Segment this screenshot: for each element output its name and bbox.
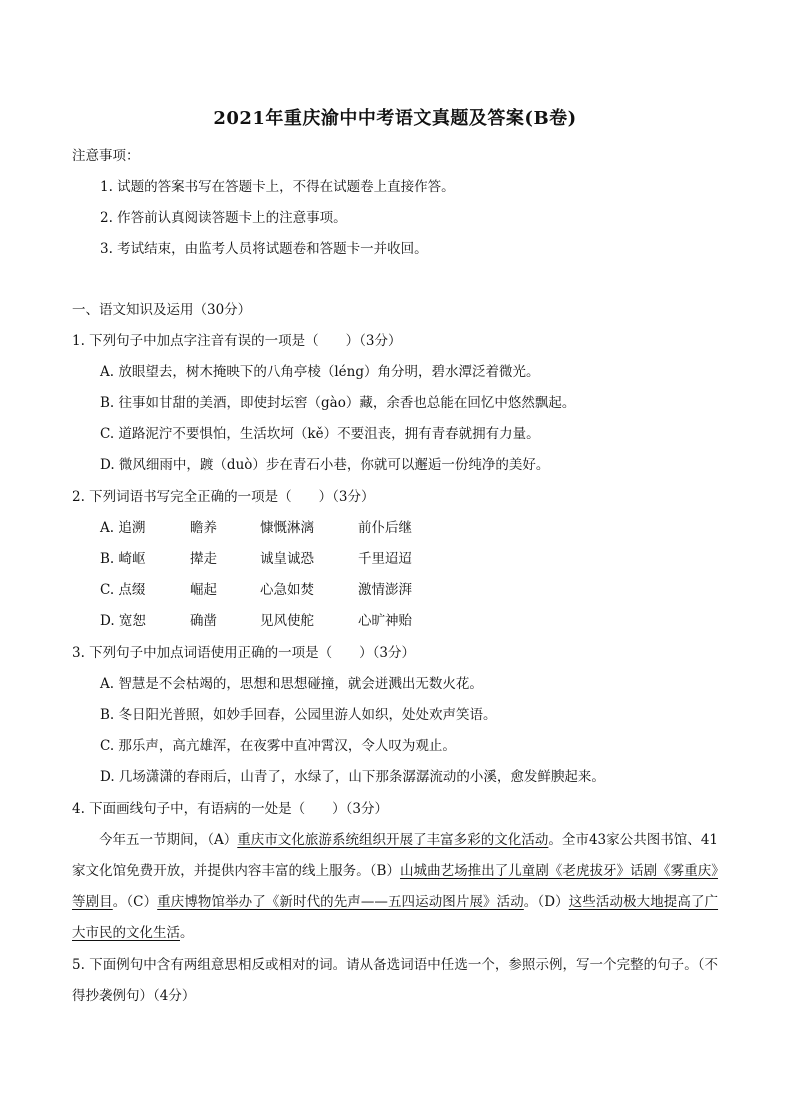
question-2-stem: 2. 下列词语书写完全正确的一项是（ ）（3分） [72, 489, 375, 505]
word: D. 宽恕 [100, 613, 146, 629]
word: 崛起 [190, 582, 217, 598]
passage-text: 。 [180, 925, 194, 941]
passage-text: 今年五一节期间， [99, 832, 208, 848]
label-d: （D） [537, 894, 569, 910]
passage-text: 。 [112, 894, 127, 910]
question-4-stem: 4. 下面画线句子中，有语病的一处是（ ）（3分） [72, 801, 389, 817]
word: 确凿 [190, 613, 217, 629]
underlined-sentence-c: 重庆博物馆举办了《新时代的先声——五四运动图片展》活动 [157, 894, 524, 910]
word: 前仆后继 [358, 520, 412, 536]
word: 心旷神贻 [358, 613, 412, 629]
question-1-option-a: A. 放眼望去，树木掩映下的八角亭棱（léng）角分明，碧水潭泛着微光。 [100, 364, 540, 380]
word: 瞻养 [190, 520, 217, 536]
note-item: 3. 考试结束，由监考人员将试题卷和答题卡一并收回。 [100, 241, 428, 257]
question-5-text: 5. 下面例句中含有两组意思相反或相对的词。请从备选词语中任选一个，参照示例，写一个完整的句子。（不得抄袭例句）（4分） [72, 957, 718, 1004]
note-item: 2. 作答前认真阅读答题卡上的注意事项。 [100, 210, 347, 226]
question-1-option-b: B. 往事如甘甜的美酒，即使封坛窖（gào）藏，余香也总能在回忆中悠然飘起。 [100, 395, 576, 411]
page-title: 2021年重庆渝中中考语文真题及答案(B卷) [213, 108, 577, 129]
underlined-sentence-a: 重庆市文化旅游系统组织开展了丰富多彩的文化活动 [237, 832, 549, 848]
word: 见风使舵 [260, 613, 314, 629]
underlined-sentence-b: 山城曲艺场推出了儿童剧《老虎拔牙》话剧《雾重庆》等剧目 [72, 863, 719, 910]
question-4-passage [72, 825, 718, 949]
underlined-sentence-d: 这些活动极大地提高了广大市民的文化生活 [72, 894, 719, 941]
word: 千里迢迢 [358, 551, 412, 567]
word: 心急如焚 [260, 582, 314, 598]
question-3-option-d: D. 几场潇潇的春雨后，山青了，水绿了，山下那条潺潺流动的小溪，愈发鲜腴起来。 [100, 769, 605, 785]
question-1-option-c: C. 道路泥泞不要惧怕，生活坎坷（kě）不要沮丧，拥有青春就拥有力量。 [100, 426, 540, 442]
label-b: （B） [369, 863, 401, 879]
notes-heading: 注意事项： [72, 148, 140, 164]
passage-text: 。 [523, 894, 538, 910]
label-c: （C） [126, 894, 158, 910]
word: 激情澎湃 [358, 582, 412, 598]
passage-text: 。全市43家公共图书馆、41家文化馆免费开放，并提供内容丰富的线上服务。 [72, 832, 719, 879]
question-1-option-d: D. 微风细雨中，踱（duò）步在青石小巷，你就可以邂逅一份纯净的美好。 [100, 457, 550, 473]
question-3-option-b: B. 冬日阳光普照，如妙手回春，公园里游人如织，处处欢声笑语。 [100, 707, 497, 723]
word: C. 点缀 [100, 582, 146, 598]
section-heading: 一、语文知识及运用（30分） [72, 302, 252, 318]
question-3-option-a: A. 智慧是不会枯竭的，思想和思想碰撞，就会迸溅出无数火花。 [100, 676, 483, 692]
word: A. 追溯 [100, 520, 146, 536]
question-1-stem: 1. 下列句子中加点字注音有误的一项是（ ）（3分） [72, 333, 402, 349]
note-item: 1. 试题的答案书写在答题卡上，不得在试题卷上直接作答。 [100, 179, 455, 195]
word: 诚皇诚恐 [260, 551, 314, 567]
question-5-stem [72, 950, 718, 1012]
word: 撵走 [190, 551, 217, 567]
word: B. 崎岖 [100, 551, 146, 567]
question-3-option-c: C. 那乐声，高亢雄浑，在夜雾中直冲霄汉，令人叹为观止。 [100, 738, 456, 754]
question-3-stem: 3. 下列句子中加点词语使用正确的一项是（ ）（3分） [72, 645, 416, 661]
word: 慷慨淋漓 [260, 520, 314, 536]
label-a: （A） [207, 832, 238, 848]
